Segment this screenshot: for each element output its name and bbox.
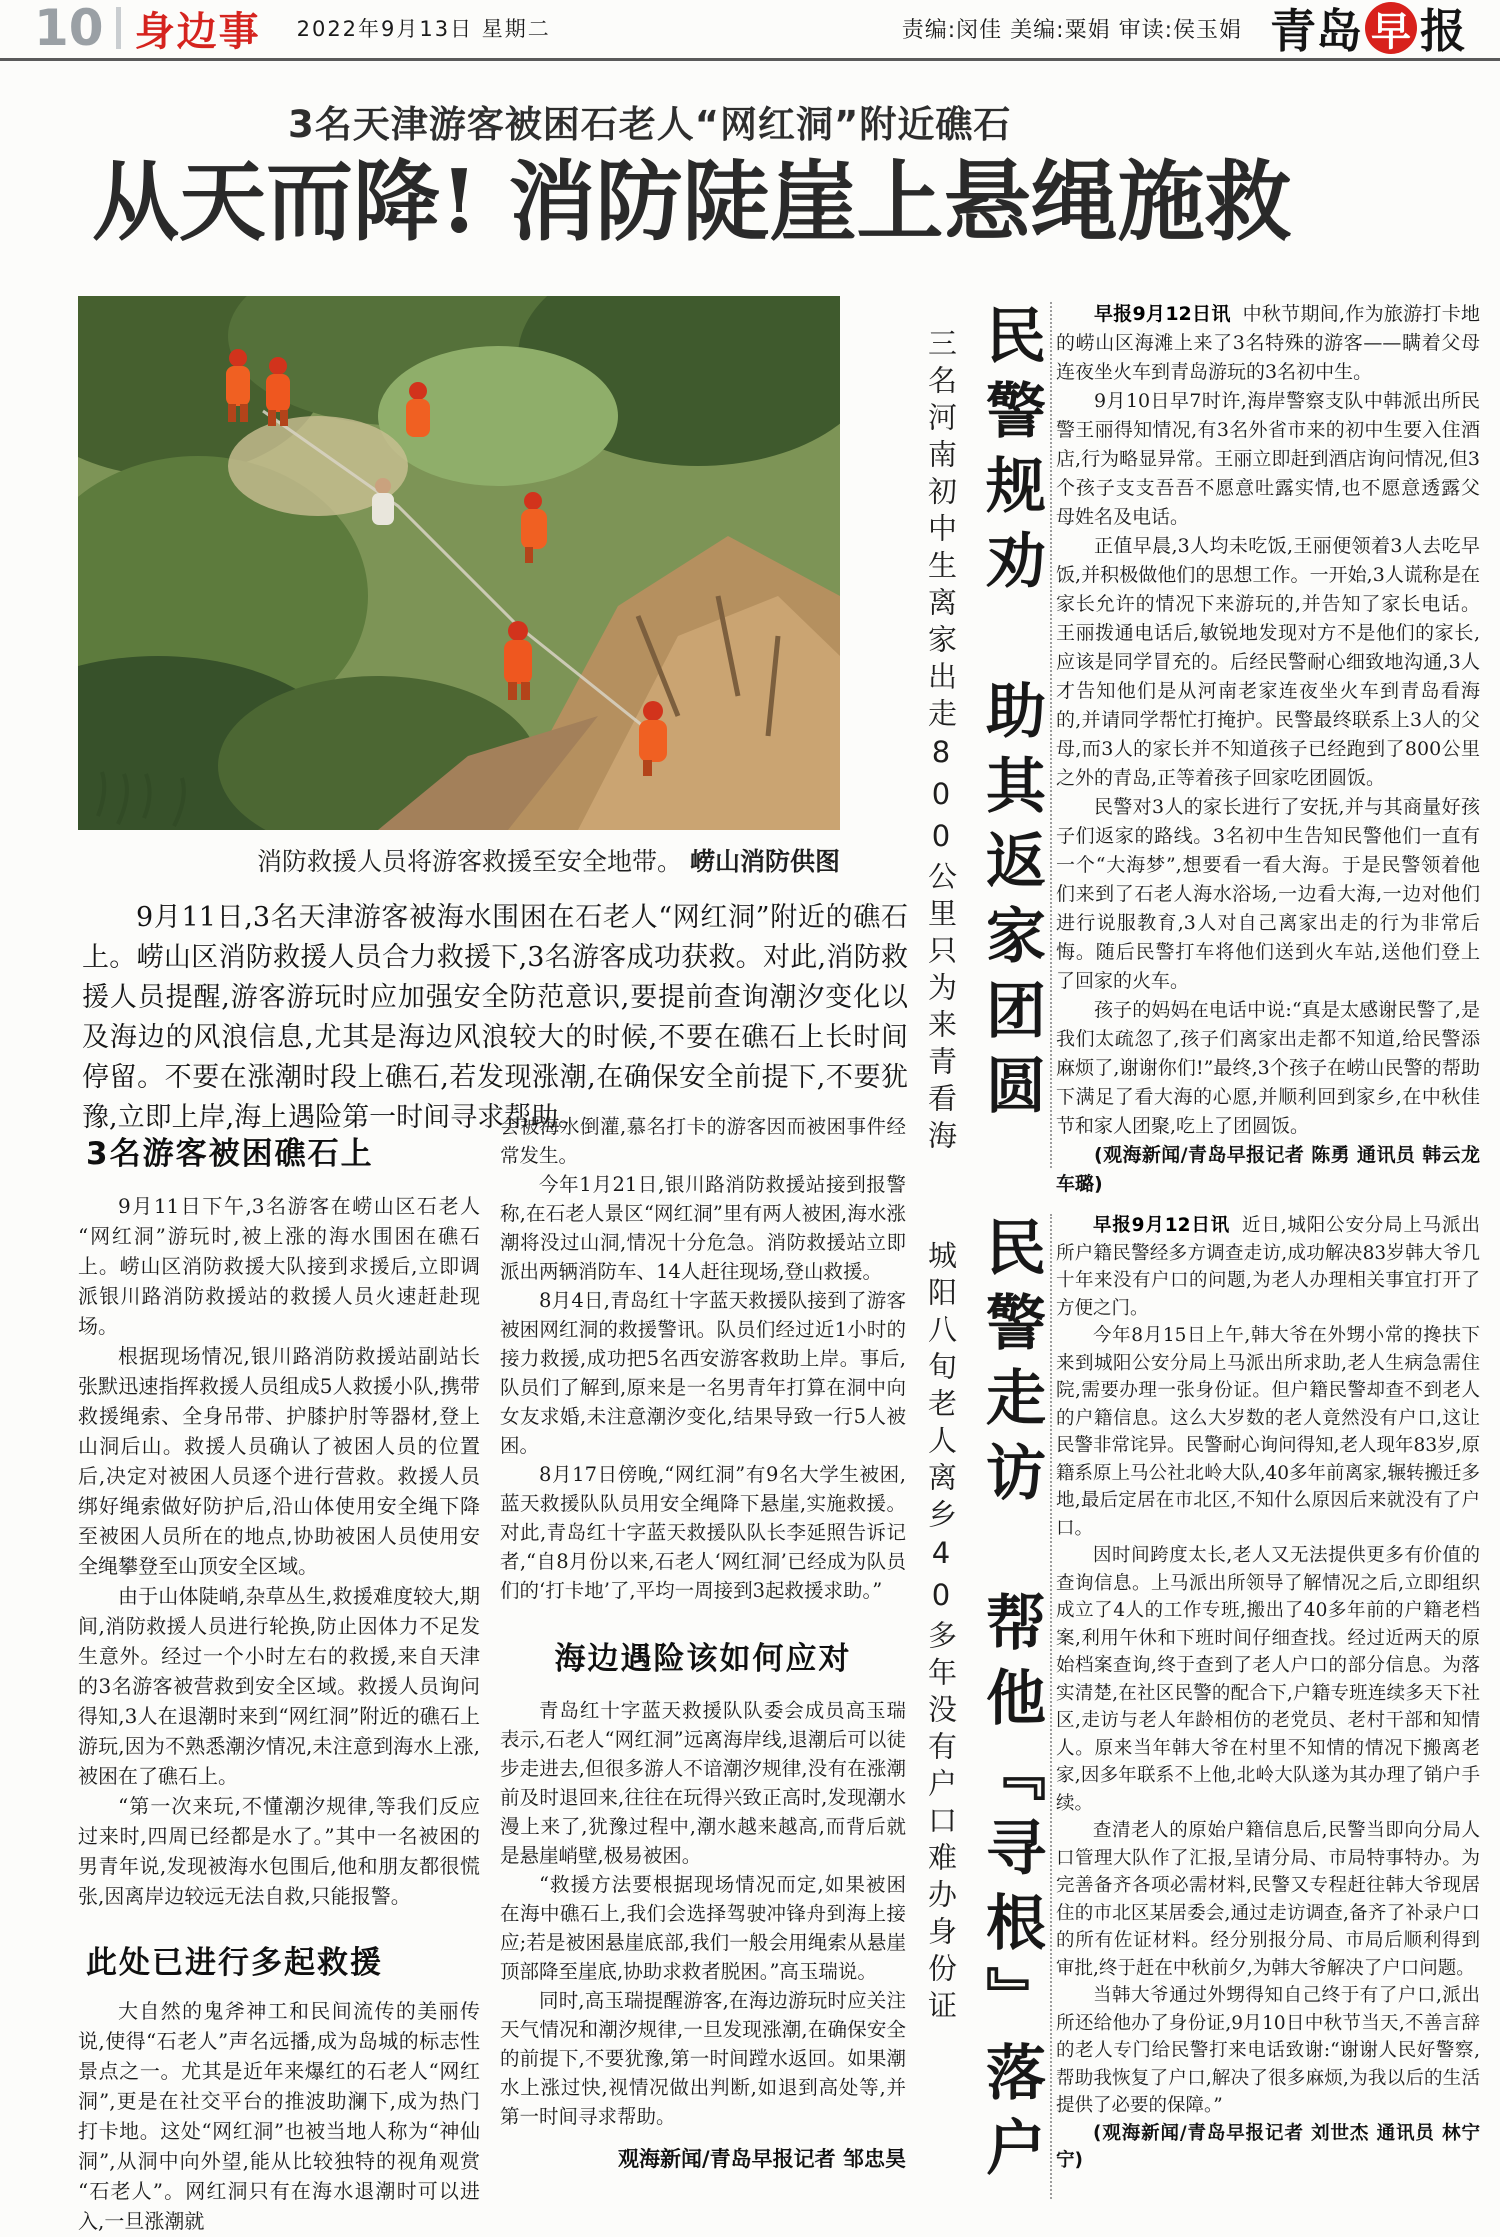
lead-headline: 从天而降! 消防陡崖上悬绳施救 (92, 150, 1292, 253)
story3-vertical-headline-block (914, 1216, 1048, 2196)
civilian-figure (372, 478, 394, 525)
lead-intro-paragraph: 9月11日,3名天津游客被海水围困在石老人“网红洞”附近的礁石上。崂山区消防救援人员合力救援下,3名游客成功获救。对此,消防救援人员提醒,游客游玩时应加强安全防范意识,要提前查询潮汐变化以及海边的风浪信息,尤其是海边风浪较大的时候,不要在礁石上长时间停留。不要在涨潮时段上礁石,若发现涨潮,在确保安全前提下,不要犹豫,立即上岸,海上遇险第一时间寻求帮助。 (82, 902, 908, 1133)
header-rule (0, 58, 1500, 61)
story2-subhead: 三名河南初中生离家出走800公里只为来青看海 (924, 328, 958, 1157)
lead-kicker: 3名天津游客被困石老人“网红洞”附近礁石 (288, 103, 1012, 146)
paragraph-text: 近日,城阳公安分局上马派出所户籍民警经多方调查走访,成功解决83岁韩大爷几十年来没有户口的问题,为老人办理相关事宜打开了方便之门。 (1056, 1215, 1480, 1319)
paragraph: 根据现场情况,银川路消防救援站副站长张默迅速指挥救援人员组成5人救援小队,携带救援绳索、全身吊带、护膝护肘等器材,登上山洞后山。救援人员确认了被困人员的位置后,决定对被困人员逐个进行营救。救援人员绑好绳索做好防护后,沿山体使用安全绳下降至被困人员所在的地点,协助被困人员使用安全绳攀登至山顶安全区域。 (78, 1344, 480, 1578)
photo-credit: 崂山消防供图 (689, 847, 840, 876)
paragraph: 8月4日,青岛红十字蓝天救援队接到了游客被困网红洞的救援警讯。队员们经过近1小时的接力救援,成功把5名西安游客救助上岸。事后,队员们了解到,原来是一名男青年打算在洞中向女友求婚,未注意潮汐变化,结果导致一行5人被困。 (500, 1289, 906, 1457)
paragraph-text: 中秋节期间,作为旅游打卡地的崂山区海滩上来了3名特殊的游客——瞒着父母连夜坐火车到青岛游玩的3名初中生。 (1056, 303, 1480, 383)
story2-headline: 民警规劝 助其返家团圆 (976, 304, 1046, 1129)
paragraph: 今年8月15日上午,韩大爷在外甥小常的搀扶下来到城阳公安分局上马派出所求助,老人生病急需住院,需要办理一张身份证。但户籍民警却查不到老人的户籍信息。这么大岁数的老人竟然没有户口,这让民警非常诧异。民警耐心询问得知,老人现年83岁,原籍系原上马公社北岭大队,40多年前离家,辗转搬迁多地,最后定居在市北区,不知什么原因后来就没有了户口。 (1056, 1325, 1480, 1539)
paragraph: 孩子的妈妈在电话中说:“真是太感谢民警了,是我们太疏忽了,孩子们离家出走都不知道,给民警添麻烦了,谢谢你们!”最终,3个孩子在崂山民警的帮助下满足了看大海的心愿,并顺利回到家乡,在中秋佳节和家人团聚,吃上了团圆饭。 (1056, 999, 1480, 1137)
story3-byline: (观海新闻/青岛早报记者 刘世杰 通讯员 林宁宁) (1056, 2122, 1480, 2171)
masthead-circle-icon: 早 (1365, 2, 1417, 54)
paragraph: 由于山体陡峭,杂草丛生,救援难度较大,期间,消防救援人员进行轮换,防止因体力不足发生意外。经过一个小时左右的救援,来自天津的3名游客被营救到安全区域。救援人员询问得知,3人在退潮时来到“网红洞”附近的礁石上游玩,因为不熟悉潮汐情况,未注意到海水上涨,被困在了礁石上。 (78, 1584, 480, 1788)
paragraph: 查清老人的原始户籍信息后,民警当即向分局人口管理大队作了汇报,呈请分局、市局特事特办。为完善备齐各项必需材料,民警又专程赶往韩大爷现居住的市北区某居委会,通过走访调查,备齐了补录户口的所有佐证材料。经分别报分局、市局后顺利得到审批,终于赶在中秋前夕,为韩大爷解决了户口问题。 (1056, 1820, 1480, 1979)
story2-dotted-divider (1050, 302, 1052, 1168)
paragraph: 9月11日下午,3名游客在崂山区石老人“网红洞”游玩时,被上涨的海水围困在礁石上。崂山区消防救援大队接到求援后,立即调派银川路消防救援站的救援人员火速赶赴现场。 (78, 1194, 480, 1338)
paragraph (1056, 1212, 1480, 1322)
dateline: 早报9月12日讯 (1094, 303, 1231, 325)
paragraph: 因时间跨度太长,老人又无法提供更多有价值的查询信息。上马派出所领导了解情况之后,立即组织成立了4人的工作专班,搬出了40多年前的户籍老档案,利用午休和下班时间仔细查找。经过近两天的原始档案查询,终于查到了老人户口的部分信息。为落实清楚,在社区民警的配合下,户籍专班连续多天下社区,走访与老人年龄相仿的老党员、老村干部和知情人。原来当年韩大爷在村里不知情的情况下搬离老家,因多年联系不上他,北岭大队遂为其办理了销户手续。 (1056, 1545, 1480, 1814)
paragraph: 今年1月21日,银川路消防救援站接到报警称,在石老人景区“网红洞”里有两人被困,海水涨潮将没过山洞,情况十分危急。消防救援站立即派出两辆消防车、14人赶往现场,登山救援。 (500, 1173, 906, 1283)
issue-date: 2022年9月13日 星期二 (296, 17, 551, 41)
photo-caption (78, 842, 840, 878)
masthead-prefix: 青岛 (1270, 4, 1362, 58)
page-header (34, 0, 1466, 56)
paragraph: 9月10日早7时许,海岸警察支队中韩派出所民警王丽得知情况,有3名外省市来的初中生要入住酒店,行为略显异常。王丽立即赶到酒店询问情况,但3个孩子支支吾吾不愿意吐露实情,也不愿意透露父母姓名及电话。 (1056, 390, 1480, 528)
paragraph: 会被海水倒灌,慕名打卡的游客因而被困事件经常发生。 (500, 1115, 906, 1167)
paragraph: 8月17日傍晚,“网红洞”有9名大学生被困,蓝天救援队队员用安全绳降下悬崖,实施救援。对此,青岛红十字蓝天救援队队长李延照告诉记者,“自8月份以来,石老人‘网红洞’已经成为队员们的‘打卡地’了,平均一周接到3起救援求助。” (500, 1463, 906, 1602)
paragraph: 同时,高玉瑞提醒游客,在海边游玩时应关注天气情况和潮汐规律,一旦发现涨潮,在确保安全的前提下,不要犹豫,第一时间蹚水返回。如果潮水上涨过快,视情况做出判断,如退到高处等,并第一时间寻求帮助。 (500, 1989, 906, 2128)
paragraph: 当韩大爷通过外甥得知自己终于有了户口,派出所还给他办了身份证,9月10日中秋节当天,不善言辞的老人专门给民警打来电话致谢:“谢谢人民好警察,帮助我恢复了户口,解决了很多麻烦,为我以后的生活提供了必要的保障。” (1056, 1985, 1480, 2116)
story3-headline: 民警走访 帮他『寻根』落户 (976, 1216, 1046, 2191)
paragraph: 民警对3人的家长进行了安抚,并与其商量好孩子们返家的路线。3名初中生告知民警他们一直有一个“大海梦”,想要看一看大海。于是民警领着他们来到了石老人海水浴场,一边看大海,一边对他们进行说服教育,3人对自己离家出走的行为非常后悔。随后民警打车将他们送到火车站,送他们登上了回家的火车。 (1056, 796, 1480, 992)
story3-dotted-divider (1050, 1214, 1052, 2199)
rescuer-figure (406, 382, 430, 437)
photo-caption-text: 消防救援人员将游客救援至安全地带。 (256, 847, 682, 876)
section-name: 身边事 (134, 8, 261, 55)
masthead-suffix: 报 (1420, 4, 1466, 58)
rescue-photo-art (78, 296, 840, 830)
subhead-how-to-respond: 海边遇险该如何应对 (554, 1641, 852, 1677)
editors-line: 责编:闵佳 美编:粟娟 审读:侯玉娟 (901, 17, 1242, 43)
subhead-trapped: 3名游客被困礁石上 (86, 1136, 374, 1172)
paragraph: 正值早晨,3人均未吃饭,王丽便领着3人去吃早饭,并积极做他们的思想工作。一开始,3人谎称是在家长允许的情况下来游玩的,并告知了家长电话。王丽拨通电话后,敏锐地发现对方不是他们的家长,应该是同学冒充的。后经民警耐心细致地沟通,3人才告知他们是从河南老家连夜坐火车到青岛看海的,并请同学帮忙打掩护。民警最终联系上3人的父母,而3人的家长并不知道孩子已经跑到了800公里之外的青岛,正等着孩子回家吃团圆饭。 (1056, 535, 1480, 789)
paragraph (1056, 300, 1480, 387)
lead-intro (82, 898, 908, 1138)
header-divider (116, 7, 121, 49)
dateline: 早报9月12日讯 (1093, 1215, 1231, 1236)
story2-vertical-headline-block (914, 304, 1048, 1184)
subhead-many-rescues: 此处已进行多起救援 (86, 1945, 383, 1981)
story3-subhead: 城阳八旬老人离乡40多年没有户口难办身份证 (924, 1240, 958, 2027)
paragraph: “救援方法要根据现场情况而定,如果被困在海中礁石上,我们会选择驾驶冲锋舟到海上接应;若是被困悬崖底部,我们一般会用绳索从悬崖顶部降至崖底,协助求救者脱困。”高玉瑞说。 (500, 1873, 906, 1983)
lead-column-middle (500, 1112, 906, 2173)
rescue-photo (78, 296, 840, 830)
paragraph: 大自然的鬼斧神工和民间流传的美丽传说,使得“石老人”声名远播,成为岛城的标志性景点之一。尤其是近年来爆红的石老人“网红洞”,更是在社交平台的推波助澜下,成为热门打卡地。这处“网红洞”也被当地人称为“神仙洞”,从洞中向外望,能从比较独特的视角观赏“石老人”。网红洞只有在海水退潮时可以进入,一旦涨潮就 (78, 1999, 480, 2233)
lead-column-left (78, 1122, 480, 2236)
story3-body (1056, 1212, 1480, 2214)
story2-byline: (观海新闻/青岛早报记者 陈勇 通讯员 韩云龙 车璐) (1056, 1144, 1480, 1195)
lead-byline: 观海新闻/青岛早报记者 邹忠昊 (618, 2147, 906, 2171)
paragraph: 青岛红十字蓝天救援队队委会成员高玉瑞表示,石老人“网红洞”远离海岸线,退潮后可以徒步走进去,但很多游人不谙潮汐规律,没有在涨潮前及时退回来,往往在玩得兴致正高时,发现潮水漫上来了,犹豫过程中,潮水越来越高,而背后就是悬崖峭壁,极易被困。 (500, 1699, 906, 1867)
masthead-logo (1270, 0, 1466, 61)
page-number: 10 (34, 0, 104, 57)
paragraph: “第一次来玩,不懂潮汐规律,等我们反应过来时,四周已经都是水了。”其中一名被困的男青年说,发现被海水包围后,他和朋友都很慌张,因离岸边较远无法自救,只能报警。 (78, 1794, 480, 1908)
story2-body (1056, 300, 1480, 1208)
